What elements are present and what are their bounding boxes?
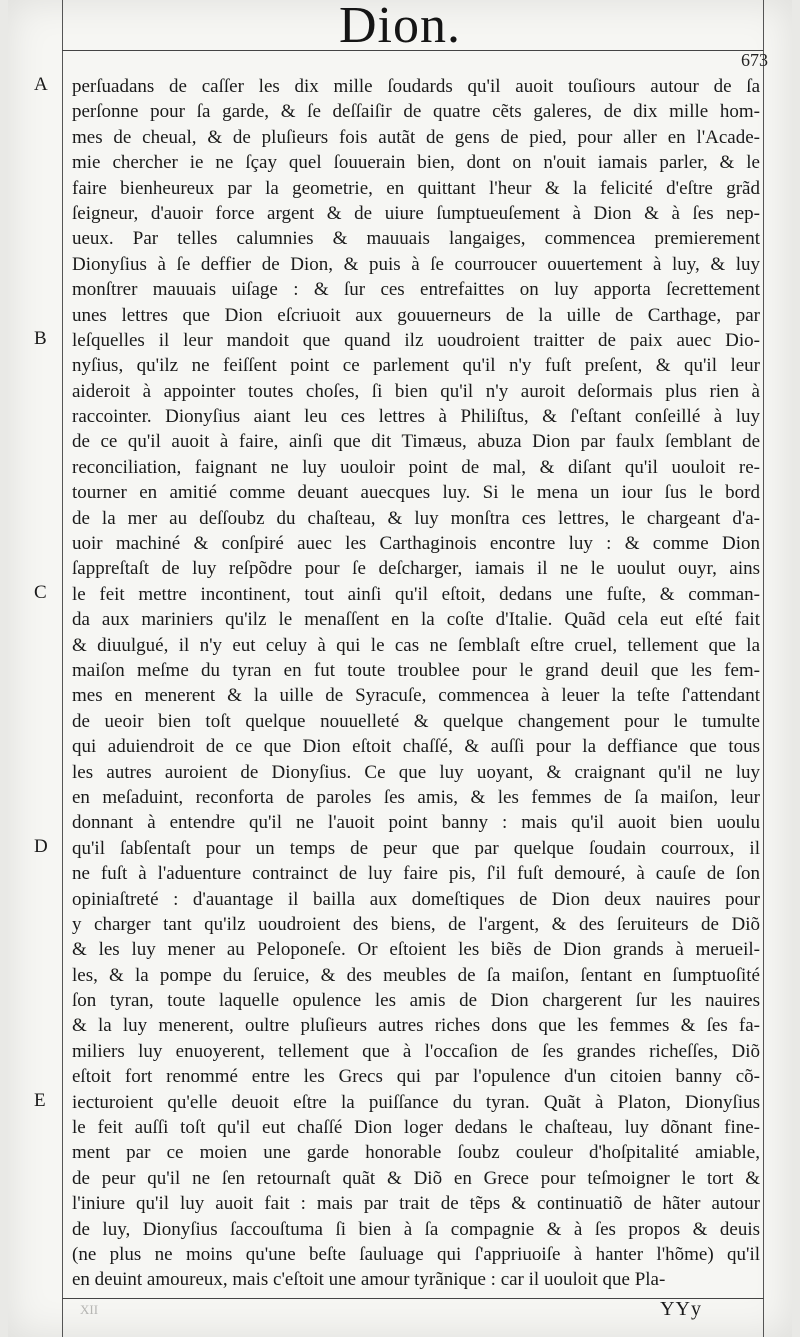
- text-line: (ne plus ne moins qu'une beſte ſauluage qui ſ'appriuoiſe à hanter l'hõme) qu'il: [72, 1243, 760, 1265]
- text-line: & la luy menerent, oultre pluſieurs autres riches dons que les femmes & ſes fa-: [72, 1015, 760, 1037]
- text-line: y charger tant qu'ilz uoudroient des biens, de l'argent, & des ſeruiteurs de Diõ: [72, 913, 760, 935]
- text-line: ſappreſtaſt de luy reſpõdre pour ſe deſcharger, iamais il ne le uoulut ouyr, ains: [72, 558, 760, 580]
- text-line: mes en menerent & la uille de Syracuſe, commencea à leuer la teſte ſ'attendant: [72, 685, 760, 707]
- text-line: & diuulgué, il n'y eut celuy à qui le cas ne ſemblaſt eſtre cruel, tellement que la: [72, 634, 760, 656]
- text-line: le feit mettre incontinent, tout ainſi qu'il eſtoit, dedans une fuſte, & comman-: [72, 583, 760, 605]
- text-line: le feit auſſi toſt qu'il eut chaſſé Dion loger dedans le chaſteau, luy dõnant fine-: [72, 1117, 760, 1139]
- margin-marker-e: E: [34, 1090, 46, 1111]
- text-line: faire bienheureux par la geometrie, en quittant l'heur & la felicité d'eſtre grãd: [72, 177, 760, 199]
- text-line: & les luy mener au Peloponeſe. Or eſtoient les biẽs de Dion grands à merueil-: [72, 939, 760, 961]
- text-line: miliers luy enuoyerent, tellement que à l'occaſion de ſes grandes richeſſes, Diõ: [72, 1040, 760, 1062]
- text-line: de ce qu'il auoit à faire, ainſi que dit Timæus, abuza Dion par faulx ſemblant de: [72, 431, 760, 453]
- page-number: 673: [741, 50, 768, 70]
- text-line: les autres auroient de Dionyſius. Ce que luy uoyant, & craignant qu'il ne luy: [72, 761, 760, 783]
- margin-marker-c: C: [34, 582, 47, 603]
- running-title: Dion.: [339, 0, 461, 54]
- text-line: raccointer. Dionyſius aiant leu ces lettres à Philiſtus, & ſ'eſtant conſeillé à luy: [72, 406, 760, 428]
- footer-rule: [62, 1298, 764, 1299]
- text-line: les, & la pompe du ſeruice, & des meubles de ſa maiſon, ſentant en ſumptuoſité: [72, 964, 760, 986]
- text-line: opiniaſtreté : d'auantage il bailla aux domeſtiques de Dion deux nauires pour: [72, 888, 760, 910]
- text-line: eſtoit fort renommé entre les Grecs qui par l'opulence d'un citoien banny cõ-: [72, 1066, 760, 1088]
- text-line: l'iniure qu'il luy auoit fait : mais par trait de tẽps & continuatiõ de hãter autour: [72, 1193, 760, 1215]
- text-line: ſeigneur, d'auoir force argent & de uiure ſumptueuſement à Dion & à ſes nep-: [72, 202, 760, 224]
- text-line: Dionyſius à ſe deffier de Dion, & puis à ſe courroucer ouuertement à luy, & luy: [72, 253, 760, 275]
- text-line: mie chercher ie ne ſçay quel ſouuerain bien, dont on n'ouit iamais parler, & le: [72, 152, 760, 174]
- text-line: reconciliation, faignant ne luy uouloir point de mal, & diſant qu'il uouloit re-: [72, 456, 760, 478]
- text-line: iecturoient qu'elle deuoit eſtre la puiſſance du tyran. Quãt à Platon, Dionyſius: [72, 1091, 760, 1113]
- text-line: mes de cheual, & de pluſieurs fois autãt de gens de pied, pour aller en l'Acade-: [72, 126, 760, 148]
- text-line: donnant à entendre qu'il ne l'auoit point banny : mais qu'il auoit bien uoulu: [72, 812, 760, 834]
- text-line: en meſaduint, reconforta de paroles ſes amis, & les femmes de ſa maiſon, leur: [72, 786, 760, 808]
- text-line: ment par ce moien une garde honorable ſoubz couleur d'hoſpitalité amiable,: [72, 1142, 760, 1164]
- text-line: de ueoir bien toſt quelque nouuelleté & quelque changement pour le tumulte: [72, 710, 760, 732]
- body-text: [72, 74, 760, 1293]
- margin-marker-b: B: [34, 328, 47, 349]
- text-line: leſquelles il leur mandoit que quand ilz uoudroient traitter de paix auec Dio-: [72, 329, 760, 351]
- text-line: qui aduiendroit de ce que Dion eſtoit chaſſé, & auſſi pour la deffiance que tous: [72, 736, 760, 758]
- margin-marker-d: D: [34, 836, 48, 857]
- text-line: perſuadans de caſſer les dix mille ſoudards qu'il auoit touſiours autour de ſa: [72, 76, 760, 97]
- left-margin-rule: [62, 0, 63, 1337]
- text-line: ſon tyran, toute laquelle opulence les amis de Dion chargerent ſur les nauires: [72, 990, 760, 1012]
- text-line: de peur qu'il ne ſen retournaſt quãt & Diõ en Grece pour teſmoigner le tort &: [72, 1167, 760, 1189]
- text-line: unes lettres que Dion eſcriuoit aux gouuerneurs de la uille de Carthage, par: [72, 304, 760, 326]
- text-line: ne fuſt à l'aduenture contrainct de luy faire pis, ſ'il fuſt demouré, à cauſe de ſon: [72, 863, 760, 885]
- text-line: qu'il ſabſentaſt pour un temps de peur que par quelque ſoudain courroux, il: [72, 837, 760, 859]
- text-line: de la mer au deſſoubz du chaſteau, & luy monſtra ces lettres, le chargeant d'a-: [72, 507, 760, 529]
- text-line: da aux mariniers qu'ilz le menaſſent en la coſte d'Italie. Quãd cela eut eſté fait: [72, 609, 760, 631]
- margin-marker-a: A: [34, 74, 48, 95]
- faint-footer-mark: XII: [80, 1302, 99, 1317]
- text-line: uoir machiné & conſpiré auec les Carthaginois encontre luy : & comme Dion: [72, 533, 760, 555]
- signature-mark: YYy: [660, 1298, 702, 1320]
- text-line: de luy, Dionyſius ſaccouſtuma ſi bien à ſa compagnie & à ſes propos & deuis: [72, 1218, 760, 1240]
- text-line: ueux. Par telles calumnies & mauuais langaiges, commencea premierement: [72, 228, 760, 250]
- text-line: monſtrer mauuais uiſage : & ſur ces entrefaittes on luy apporta ſecrettement: [72, 279, 760, 301]
- text-line: perſonne pour ſa garde, & ſe deſſaiſir de quatre cẽts galeres, de dix mille hom-: [72, 101, 760, 123]
- right-margin-rule: [763, 0, 764, 1337]
- text-line: tourner en amitié comme deuant auecques luy. Si le mena un iour ſus le bord: [72, 482, 760, 504]
- text-line: en deuint amoureux, mais c'eſtoit une amour tyrãnique : car il uouloit que Pla-: [72, 1269, 666, 1291]
- text-line: aideroit à appointer toutes choſes, ſi bien qu'il n'y auroit deſormais plus rien à: [72, 380, 760, 402]
- text-line: maiſon meſme du tyran en fut toute troublee pour le grand deuil que les fem-: [72, 659, 760, 681]
- text-line: nyſius, qu'ilz ne feiſſent point ce parlement qu'il n'y fuſt preſent, & qu'il leur: [72, 355, 760, 377]
